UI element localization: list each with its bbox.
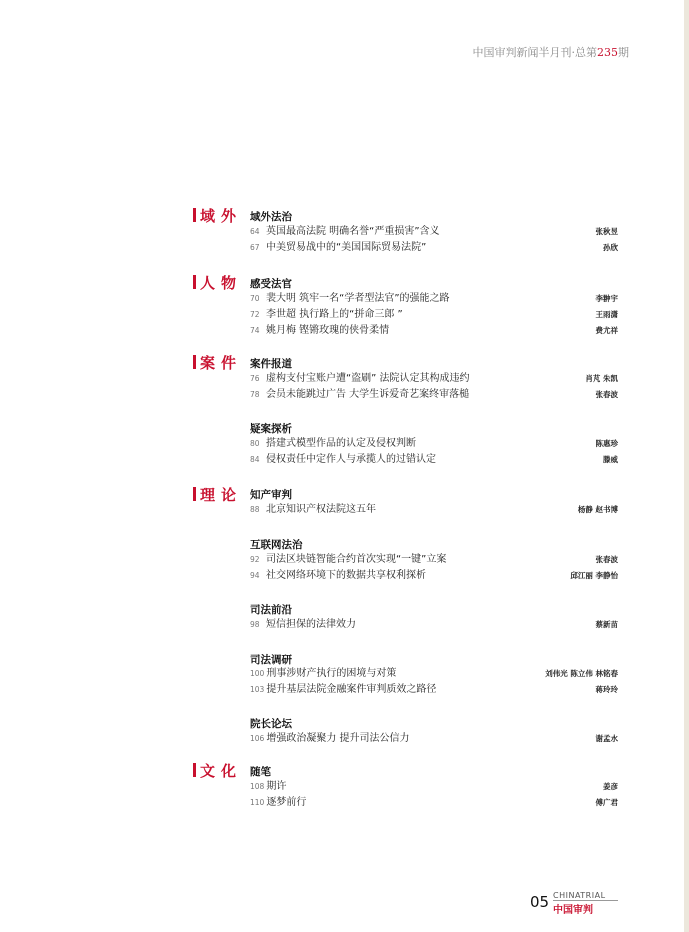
subsection-heading: 司法前沿 (250, 604, 292, 616)
entry-page: 110 (250, 798, 265, 807)
entry-author: 杨静 赵书博 (577, 505, 618, 514)
entry-author: 谢孟水 (595, 734, 618, 743)
page-footer (530, 891, 620, 916)
entry-author: 费尤祥 (595, 326, 618, 335)
toc-entry[interactable] (250, 324, 618, 338)
entry-page: 84 (250, 455, 260, 464)
header-prefix: 中国审判新闻半月刊·总第 (472, 46, 597, 59)
section-text: 人物 (200, 274, 243, 292)
running-header (473, 44, 630, 60)
entry-title: 增强政治凝聚力 提升司法公信力 (266, 733, 410, 744)
toc-entry[interactable] (250, 241, 618, 255)
section-marker (193, 275, 196, 289)
subsection-heading: 随笔 (250, 766, 271, 778)
entry-author: 张春波 (595, 555, 618, 564)
entry-author: 姜彦 (603, 782, 618, 791)
subsection-heading: 疑案探析 (250, 423, 292, 435)
subsection-heading: 案件报道 (250, 358, 292, 370)
subsection-heading: 互联网法治 (250, 539, 303, 551)
entry-title: 期许 (266, 781, 287, 792)
section-text: 理论 (200, 486, 243, 504)
toc-entry[interactable] (250, 292, 618, 306)
subsection-heading: 院长论坛 (250, 718, 292, 730)
entry-title: 李世超 执行路上的“拼命三郎 ” (266, 309, 403, 320)
entry-page: 98 (250, 620, 260, 629)
entry-title: 姚月梅 铿锵玫瑰的侠骨柔情 (266, 325, 390, 336)
entry-page: 92 (250, 555, 260, 564)
page-number: 05 (530, 893, 550, 911)
toc-entry[interactable] (250, 308, 618, 322)
toc-entry[interactable] (250, 796, 618, 810)
entry-author: 滕威 (603, 455, 618, 464)
section-text: 案件 (200, 354, 243, 372)
entry-title: 北京知识产权法院这五年 (266, 504, 376, 515)
section-text: 域外 (200, 207, 243, 225)
brand-logo-en: CHINATRIAL (553, 891, 606, 900)
toc-entry[interactable] (250, 732, 618, 746)
entry-page: 88 (250, 505, 260, 514)
subsection-heading: 感受法官 (250, 278, 292, 290)
issue-number: 235 (597, 46, 618, 59)
toc-entry[interactable] (250, 453, 618, 467)
toc-entry[interactable] (250, 553, 618, 567)
entry-page: 108 (250, 782, 265, 791)
section-marker (193, 763, 196, 777)
entry-page: 94 (250, 571, 260, 580)
toc-entry[interactable] (250, 667, 618, 681)
entry-page: 80 (250, 439, 260, 448)
page-edge (684, 0, 689, 932)
section-label-yuwai (193, 205, 242, 226)
entry-title: 短信担保的法律效力 (266, 619, 356, 630)
toc-entry[interactable] (250, 503, 618, 517)
entry-title: 刑事涉财产执行的困境与对策 (266, 668, 397, 679)
subsection-heading: 司法调研 (250, 654, 292, 666)
header-suffix: 期 (618, 46, 629, 59)
section-label-anjian (193, 352, 242, 373)
entry-author: 陈惠珍 (595, 439, 618, 448)
subsection-heading: 域外法治 (250, 211, 292, 223)
entry-page: 100 (250, 669, 265, 678)
section-label-renwu (193, 272, 242, 293)
toc-entry[interactable] (250, 780, 618, 794)
toc-entry[interactable] (250, 437, 618, 451)
section-text: 文化 (200, 762, 243, 780)
entry-title: 提升基层法院金融案件审判质效之路径 (266, 684, 437, 695)
entry-title: 侵权责任中定作人与承揽人的过错认定 (266, 454, 436, 465)
brand-logo-cn: 中国审判 (553, 905, 593, 916)
entry-page: 72 (250, 310, 260, 319)
entry-title: 社交网络环境下的数据共享权利探析 (266, 570, 426, 581)
entry-title: 英国最高法院 明确名誉“严重损害”含义 (266, 226, 440, 237)
entry-author: 刘伟光 陈立伟 林铭春 (545, 669, 618, 678)
entry-page: 67 (250, 243, 260, 252)
toc-entry[interactable] (250, 569, 618, 583)
entry-title: 虚构支付宝账户遭“盗刷” 法院认定其构成违约 (266, 373, 470, 384)
entry-author: 蔡新苗 (595, 620, 618, 629)
section-marker (193, 355, 196, 369)
entry-title: 裴大明 筑牢一名“学者型法官”的强能之路 (266, 293, 450, 304)
entry-author: 孙欣 (603, 243, 618, 252)
entry-title: 中美贸易战中的“美国国际贸易法院” (266, 242, 427, 253)
section-marker (193, 487, 196, 501)
subsection-heading: 知产审判 (250, 489, 292, 501)
entry-title: 司法区块链智能合约首次实现“一键”立案 (266, 554, 447, 565)
entry-page: 106 (250, 734, 265, 743)
toc-entry[interactable] (250, 388, 618, 402)
entry-author: 肖芃 朱凯 (585, 374, 618, 383)
entry-page: 76 (250, 374, 260, 383)
entry-page: 70 (250, 294, 260, 303)
section-label-lilun (193, 484, 242, 505)
entry-author: 邱江丽 李静怡 (570, 571, 618, 580)
entry-page: 74 (250, 326, 260, 335)
entry-author: 傅广君 (595, 798, 618, 807)
entry-title: 逐梦前行 (266, 797, 307, 808)
entry-title: 搭建式模型作品的认定及侵权判断 (266, 438, 416, 449)
toc-entry[interactable] (250, 618, 618, 632)
toc-entry[interactable] (250, 372, 618, 386)
entry-page: 78 (250, 390, 260, 399)
entry-author: 王雨潇 (595, 310, 618, 319)
entry-author: 张春波 (595, 390, 618, 399)
toc-entry[interactable] (250, 225, 618, 239)
section-label-wenhua (193, 760, 242, 781)
entry-page: 64 (250, 227, 260, 236)
entry-author: 蒋玲玲 (595, 685, 618, 694)
entry-author: 李翀宇 (595, 294, 618, 303)
entry-author: 张秋昱 (595, 227, 618, 236)
toc-entry[interactable] (250, 683, 618, 697)
entry-title: 会员未能跳过广告 大学生诉爱奇艺案终审落槌 (266, 389, 470, 400)
entry-page: 103 (250, 685, 265, 694)
section-marker (193, 208, 196, 222)
